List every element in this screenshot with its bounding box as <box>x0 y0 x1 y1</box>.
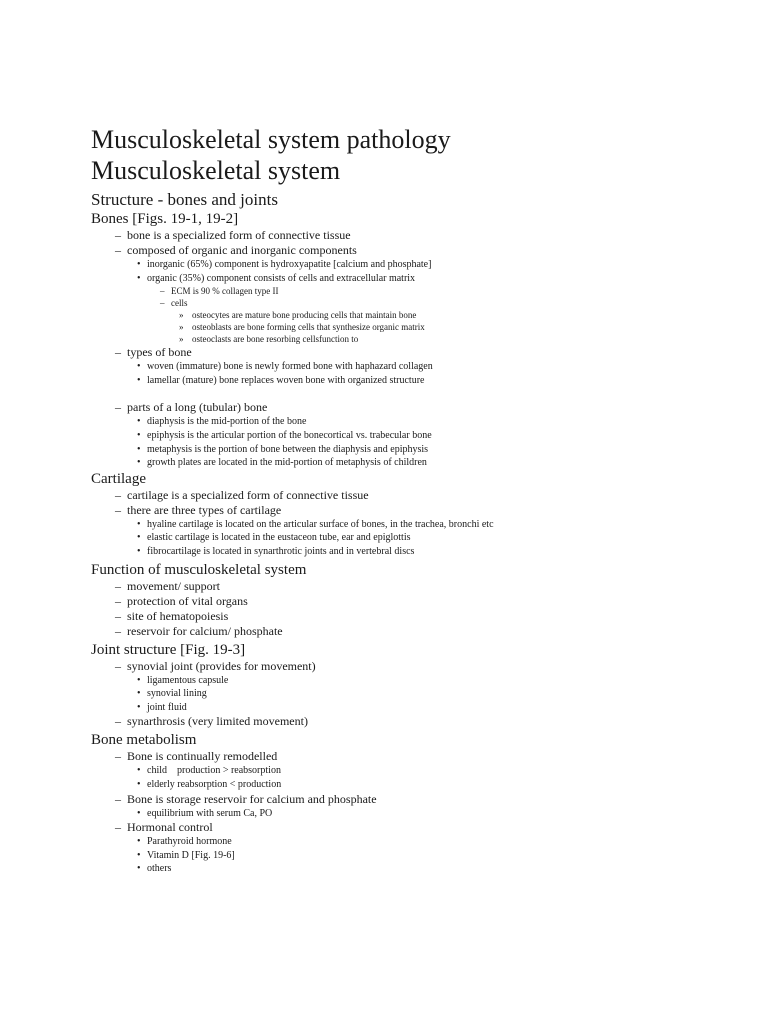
section-heading-bones: Bones [Figs. 19-1, 19-2] <box>91 211 239 227</box>
page-subtitle: Musculoskeletal system <box>91 156 341 185</box>
list-item: – Bone is storage reservoir for calcium and phosphate <box>115 791 377 806</box>
list-item: • Parathyroid hormone <box>137 836 232 848</box>
list-item: • equilibrium with serum Ca, PO <box>137 807 273 819</box>
list-item: • epiphysis is the articular portion of the bonecortical vs. trabecular bone <box>137 429 432 441</box>
list-item: • elastic cartilage is located in the eustaceon tube, ear and epiglottis <box>137 532 411 544</box>
list-item: • others <box>137 863 172 875</box>
list-item: – movement/ support <box>115 578 220 593</box>
list-item: » osteoblasts are bone forming cells that synthesize organic matrix <box>179 322 425 333</box>
list-item: – there are three types of cartilage <box>115 502 282 517</box>
list-item: • woven (immature) bone is newly formed bone with haphazard collagen <box>137 361 433 373</box>
list-item: – composed of organic and inorganic components <box>115 243 357 257</box>
list-item: » osteocytes are mature bone producing cells that maintain bone <box>179 310 417 321</box>
list-item: • ligamentous capsule <box>137 674 229 686</box>
list-item: – parts of a long (tubular) bone <box>115 400 268 415</box>
list-item: – cartilage is a specialized form of connective tissue <box>115 487 369 502</box>
section-heading-joint: Joint structure [Fig. 19-3] <box>91 641 246 658</box>
list-item: • joint fluid <box>137 701 187 713</box>
page-title: Musculoskeletal system pathology <box>91 125 451 154</box>
section-heading-structure: Structure - bones and joints <box>91 190 278 209</box>
list-item: – types of bone <box>115 345 192 360</box>
list-item: – protection of vital organs <box>115 593 248 608</box>
list-item: • inorganic (65%) component is hydroxyapatite [calcium and phosphate] <box>137 259 432 270</box>
section-heading-function: Function of musculoskeletal system <box>91 561 307 578</box>
list-item: – Hormonal control <box>115 820 213 835</box>
list-item: – Bone is continually remodelled <box>115 749 278 764</box>
list-item: – cells <box>160 298 188 309</box>
list-item: • lamellar (mature) bone replaces woven bone with organized structure <box>137 374 425 386</box>
list-item: • diaphysis is the mid-portion of the bone <box>137 416 307 428</box>
list-item: » osteoclasts are bone resorbing cellsfunction to <box>179 334 359 345</box>
list-item: • growth plates are located in the mid-portion of metaphysis of children <box>137 457 427 469</box>
list-item: – bone is a specialized form of connective tissue <box>115 228 351 242</box>
section-heading-cartilage: Cartilage <box>91 470 146 487</box>
list-item: • child production > reabsorption <box>137 765 281 777</box>
list-item: • Vitamin D [Fig. 19-6] <box>137 849 235 861</box>
list-item: • fibrocartilage is located in synarthrotic joints and in vertebral discs <box>137 545 415 557</box>
list-item: – reservoir for calcium/ phosphate <box>115 623 283 638</box>
list-item: • metaphysis is the portion of bone between the diaphysis and epiphysis <box>137 443 429 455</box>
list-item: – site of hematopoiesis <box>115 608 229 623</box>
section-heading-metabolism: Bone metabolism <box>91 732 197 749</box>
list-item: – synovial joint (provides for movement) <box>115 658 316 673</box>
document-page <box>91 124 751 876</box>
list-item: • synovial lining <box>137 688 207 700</box>
list-item: – synarthrosis (very limited movement) <box>115 714 308 729</box>
list-item: • organic (35%) component consists of cells and extracellular matrix <box>137 272 416 284</box>
list-item: • elderly reabsorption < production <box>137 778 282 790</box>
list-item: – ECM is 90 % collagen type II <box>160 286 279 297</box>
list-item: • hyaline cartilage is located on the articular surface of bones, in the trachea, bronchi etc <box>137 518 494 530</box>
